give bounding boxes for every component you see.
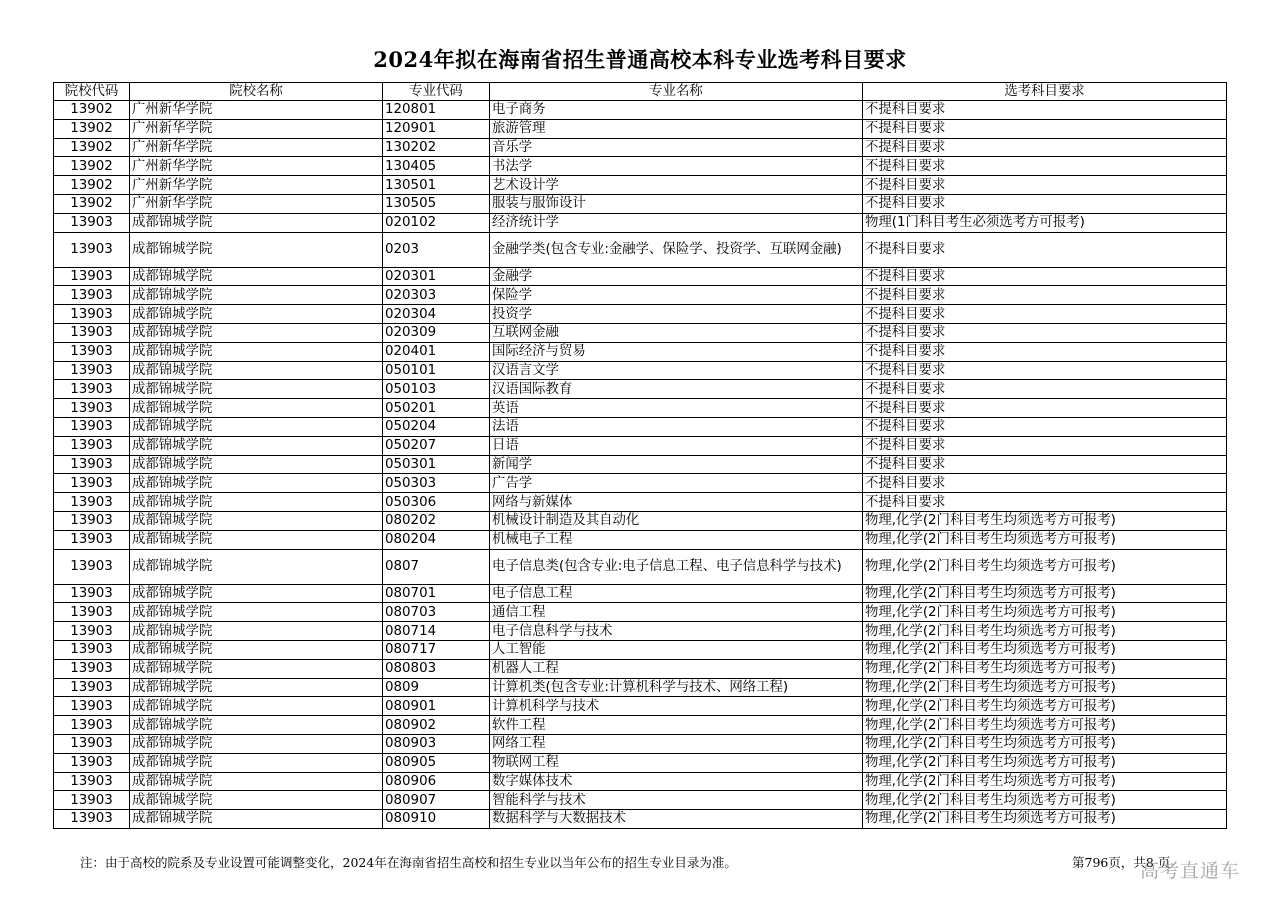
table-row — [54, 549, 1227, 584]
table-row — [54, 678, 1227, 697]
cell-school-name: 成都锦城学院 — [130, 584, 383, 603]
cell-subject-requirement: 物理,化学(2门科目考生均须选考方可报考) — [863, 622, 1227, 641]
table-row — [54, 305, 1227, 324]
cell-subject-requirement: 物理,化学(2门科目考生均须选考方可报考) — [863, 511, 1227, 530]
cell-major-code: 050103 — [383, 380, 490, 399]
cell-school-code: 13902 — [54, 194, 130, 213]
cell-major-code: 020309 — [383, 323, 490, 342]
table-row — [54, 176, 1227, 195]
cell-school-code: 13903 — [54, 267, 130, 286]
table-row — [54, 101, 1227, 120]
cell-school-name: 成都锦城学院 — [130, 213, 383, 232]
table-row — [54, 810, 1227, 829]
cell-school-code: 13903 — [54, 753, 130, 772]
cell-major-name: 电子信息工程 — [490, 584, 863, 603]
cell-major-code: 080905 — [383, 753, 490, 772]
table-row — [54, 530, 1227, 549]
cell-major-name: 广告学 — [490, 474, 863, 493]
table-row — [54, 455, 1227, 474]
cell-major-code: 120801 — [383, 101, 490, 120]
cell-major-name: 保险学 — [490, 286, 863, 305]
cell-major-name: 艺术设计学 — [490, 176, 863, 195]
cell-school-name: 成都锦城学院 — [130, 753, 383, 772]
table-row — [54, 267, 1227, 286]
cell-school-name: 广州新华学院 — [130, 119, 383, 138]
table-row — [54, 119, 1227, 138]
cell-school-code: 13903 — [54, 305, 130, 324]
table-row — [54, 603, 1227, 622]
cell-major-name: 金融学类(包含专业:金融学、保险学、投资学、互联网金融) — [490, 232, 863, 267]
cell-major-code: 020301 — [383, 267, 490, 286]
cell-major-name: 机械设计制造及其自动化 — [490, 511, 863, 530]
cell-school-name: 广州新华学院 — [130, 194, 383, 213]
cell-school-name: 成都锦城学院 — [130, 659, 383, 678]
cell-school-code: 13902 — [54, 157, 130, 176]
cell-major-name: 法语 — [490, 417, 863, 436]
cell-major-code: 080903 — [383, 734, 490, 753]
cell-school-name: 成都锦城学院 — [130, 697, 383, 716]
cell-major-name: 经济统计学 — [490, 213, 863, 232]
cell-subject-requirement: 不提科目要求 — [863, 361, 1227, 380]
cell-subject-requirement: 不提科目要求 — [863, 436, 1227, 455]
cell-school-name: 成都锦城学院 — [130, 399, 383, 418]
table-row — [54, 286, 1227, 305]
cell-school-name: 成都锦城学院 — [130, 603, 383, 622]
cell-major-code: 080703 — [383, 603, 490, 622]
table-row — [54, 194, 1227, 213]
cell-major-name: 投资学 — [490, 305, 863, 324]
cell-school-name: 成都锦城学院 — [130, 511, 383, 530]
cell-major-name: 音乐学 — [490, 138, 863, 157]
cell-major-name: 机器人工程 — [490, 659, 863, 678]
table-body — [54, 101, 1227, 829]
table-row — [54, 493, 1227, 512]
cell-subject-requirement: 物理,化学(2门科目考生均须选考方可报考) — [863, 791, 1227, 810]
cell-subject-requirement: 不提科目要求 — [863, 232, 1227, 267]
subject-requirements-table — [53, 82, 1227, 829]
table-header-row — [54, 83, 1227, 101]
cell-major-code: 080910 — [383, 810, 490, 829]
cell-major-name: 通信工程 — [490, 603, 863, 622]
cell-subject-requirement: 物理,化学(2门科目考生均须选考方可报考) — [863, 603, 1227, 622]
cell-major-code: 050201 — [383, 399, 490, 418]
header-school-code: 院校代码 — [54, 83, 130, 101]
cell-subject-requirement: 不提科目要求 — [863, 323, 1227, 342]
cell-major-code: 130501 — [383, 176, 490, 195]
table-row — [54, 474, 1227, 493]
cell-major-code: 050301 — [383, 455, 490, 474]
cell-school-code: 13903 — [54, 493, 130, 512]
cell-major-name: 计算机类(包含专业:计算机科学与技术、网络工程) — [490, 678, 863, 697]
cell-school-code: 13903 — [54, 716, 130, 735]
cell-subject-requirement: 不提科目要求 — [863, 194, 1227, 213]
cell-major-name: 汉语国际教育 — [490, 380, 863, 399]
cell-school-code: 13903 — [54, 417, 130, 436]
header-school-name: 院校名称 — [130, 83, 383, 101]
cell-major-name: 电子商务 — [490, 101, 863, 120]
table-row — [54, 734, 1227, 753]
cell-school-code: 13903 — [54, 659, 130, 678]
cell-school-code: 13903 — [54, 622, 130, 641]
table-row — [54, 138, 1227, 157]
cell-school-code: 13902 — [54, 138, 130, 157]
cell-school-name: 成都锦城学院 — [130, 716, 383, 735]
cell-major-code: 0809 — [383, 678, 490, 697]
watermark: 高考直通车 — [1140, 860, 1241, 882]
cell-major-name: 服装与服饰设计 — [490, 194, 863, 213]
cell-school-name: 广州新华学院 — [130, 176, 383, 195]
cell-school-code: 13902 — [54, 176, 130, 195]
cell-major-code: 080714 — [383, 622, 490, 641]
cell-school-code: 13903 — [54, 697, 130, 716]
cell-subject-requirement: 不提科目要求 — [863, 342, 1227, 361]
cell-subject-requirement: 不提科目要求 — [863, 399, 1227, 418]
cell-major-code: 0203 — [383, 232, 490, 267]
cell-school-code: 13903 — [54, 603, 130, 622]
table-row — [54, 361, 1227, 380]
cell-major-name: 国际经济与贸易 — [490, 342, 863, 361]
page-number: 第796页，共8 页 — [1072, 855, 1171, 870]
table-row — [54, 716, 1227, 735]
cell-major-name: 旅游管理 — [490, 119, 863, 138]
cell-school-code: 13903 — [54, 791, 130, 810]
table-row — [54, 772, 1227, 791]
cell-subject-requirement: 不提科目要求 — [863, 286, 1227, 305]
table-row — [54, 399, 1227, 418]
cell-major-name: 互联网金融 — [490, 323, 863, 342]
cell-school-name: 成都锦城学院 — [130, 286, 383, 305]
cell-school-code: 13903 — [54, 772, 130, 791]
cell-major-name: 英语 — [490, 399, 863, 418]
cell-school-name: 成都锦城学院 — [130, 361, 383, 380]
cell-major-code: 050306 — [383, 493, 490, 512]
cell-major-name: 新闻学 — [490, 455, 863, 474]
cell-school-code: 13903 — [54, 380, 130, 399]
cell-school-code: 13903 — [54, 399, 130, 418]
cell-subject-requirement: 物理,化学(2门科目考生均须选考方可报考) — [863, 584, 1227, 603]
cell-subject-requirement: 物理,化学(2门科目考生均须选考方可报考) — [863, 530, 1227, 549]
cell-school-code: 13902 — [54, 101, 130, 120]
cell-school-name: 成都锦城学院 — [130, 417, 383, 436]
cell-school-code: 13903 — [54, 584, 130, 603]
cell-major-code: 020303 — [383, 286, 490, 305]
cell-school-name: 广州新华学院 — [130, 138, 383, 157]
cell-school-code: 13902 — [54, 119, 130, 138]
table-row — [54, 659, 1227, 678]
cell-major-code: 020102 — [383, 213, 490, 232]
cell-school-code: 13903 — [54, 436, 130, 455]
cell-subject-requirement: 物理,化学(2门科目考生均须选考方可报考) — [863, 734, 1227, 753]
cell-school-name: 成都锦城学院 — [130, 622, 383, 641]
cell-major-name: 机械电子工程 — [490, 530, 863, 549]
cell-major-name: 计算机科学与技术 — [490, 697, 863, 716]
cell-subject-requirement: 物理,化学(2门科目考生均须选考方可报考) — [863, 753, 1227, 772]
cell-school-code: 13903 — [54, 455, 130, 474]
cell-subject-requirement: 不提科目要求 — [863, 119, 1227, 138]
page-title: 2024年拟在海南省招生普通高校本科专业选考科目要求 — [373, 47, 907, 72]
cell-major-code: 050303 — [383, 474, 490, 493]
table-row — [54, 697, 1227, 716]
cell-school-name: 成都锦城学院 — [130, 549, 383, 584]
header-major-code: 专业代码 — [383, 83, 490, 101]
cell-school-name: 成都锦城学院 — [130, 678, 383, 697]
cell-subject-requirement: 物理,化学(2门科目考生均须选考方可报考) — [863, 549, 1227, 584]
cell-subject-requirement: 物理,化学(2门科目考生均须选考方可报考) — [863, 640, 1227, 659]
cell-school-name: 广州新华学院 — [130, 101, 383, 120]
cell-major-code: 080202 — [383, 511, 490, 530]
cell-subject-requirement: 不提科目要求 — [863, 474, 1227, 493]
cell-major-name: 数字媒体技术 — [490, 772, 863, 791]
cell-subject-requirement: 物理,化学(2门科目考生均须选考方可报考) — [863, 810, 1227, 829]
cell-school-code: 13903 — [54, 213, 130, 232]
cell-major-code: 130202 — [383, 138, 490, 157]
cell-subject-requirement: 不提科目要求 — [863, 493, 1227, 512]
cell-school-name: 成都锦城学院 — [130, 305, 383, 324]
cell-major-code: 050101 — [383, 361, 490, 380]
cell-major-code: 050207 — [383, 436, 490, 455]
table-row — [54, 213, 1227, 232]
cell-school-name: 成都锦城学院 — [130, 436, 383, 455]
cell-major-code: 080204 — [383, 530, 490, 549]
cell-school-code: 13903 — [54, 734, 130, 753]
cell-major-name: 电子信息类(包含专业:电子信息工程、电子信息科学与技术) — [490, 549, 863, 584]
table-row — [54, 436, 1227, 455]
cell-major-code: 080906 — [383, 772, 490, 791]
cell-major-name: 书法学 — [490, 157, 863, 176]
cell-school-name: 成都锦城学院 — [130, 380, 383, 399]
cell-subject-requirement: 不提科目要求 — [863, 455, 1227, 474]
cell-school-name: 广州新华学院 — [130, 157, 383, 176]
cell-school-name: 成都锦城学院 — [130, 810, 383, 829]
cell-school-name: 成都锦城学院 — [130, 267, 383, 286]
table-row — [54, 511, 1227, 530]
header-major-name: 专业名称 — [490, 83, 863, 101]
cell-school-name: 成都锦城学院 — [130, 791, 383, 810]
cell-school-name: 成都锦城学院 — [130, 640, 383, 659]
cell-subject-requirement: 物理,化学(2门科目考生均须选考方可报考) — [863, 697, 1227, 716]
cell-subject-requirement: 不提科目要求 — [863, 380, 1227, 399]
cell-school-code: 13903 — [54, 511, 130, 530]
table-row — [54, 622, 1227, 641]
cell-major-name: 网络工程 — [490, 734, 863, 753]
table-row — [54, 791, 1227, 810]
cell-subject-requirement: 不提科目要求 — [863, 138, 1227, 157]
cell-school-code: 13903 — [54, 810, 130, 829]
cell-subject-requirement: 物理,化学(2门科目考生均须选考方可报考) — [863, 716, 1227, 735]
cell-school-name: 成都锦城学院 — [130, 455, 383, 474]
cell-major-name: 网络与新媒体 — [490, 493, 863, 512]
cell-major-name: 数据科学与大数据技术 — [490, 810, 863, 829]
cell-subject-requirement: 不提科目要求 — [863, 157, 1227, 176]
cell-major-name: 物联网工程 — [490, 753, 863, 772]
cell-major-name: 软件工程 — [490, 716, 863, 735]
cell-major-name: 智能科学与技术 — [490, 791, 863, 810]
table-row — [54, 342, 1227, 361]
cell-major-code: 050204 — [383, 417, 490, 436]
table-row — [54, 323, 1227, 342]
cell-school-code: 13903 — [54, 530, 130, 549]
cell-major-code: 080902 — [383, 716, 490, 735]
cell-major-code: 130405 — [383, 157, 490, 176]
cell-subject-requirement: 物理,化学(2门科目考生均须选考方可报考) — [863, 659, 1227, 678]
table-row — [54, 640, 1227, 659]
cell-school-code: 13903 — [54, 323, 130, 342]
cell-major-code: 020304 — [383, 305, 490, 324]
cell-major-name: 日语 — [490, 436, 863, 455]
cell-school-code: 13903 — [54, 640, 130, 659]
cell-school-name: 成都锦城学院 — [130, 772, 383, 791]
table-row — [54, 584, 1227, 603]
cell-major-code: 130505 — [383, 194, 490, 213]
table-row — [54, 380, 1227, 399]
cell-major-name: 金融学 — [490, 267, 863, 286]
cell-major-code: 080803 — [383, 659, 490, 678]
cell-school-code: 13903 — [54, 678, 130, 697]
cell-school-code: 13903 — [54, 474, 130, 493]
cell-school-name: 成都锦城学院 — [130, 493, 383, 512]
cell-school-name: 成都锦城学院 — [130, 342, 383, 361]
header-subject-requirement: 选考科目要求 — [863, 83, 1227, 101]
cell-major-code: 080907 — [383, 791, 490, 810]
table-row — [54, 157, 1227, 176]
cell-subject-requirement: 物理(1门科目考生必须选考方可报考) — [863, 213, 1227, 232]
cell-school-name: 成都锦城学院 — [130, 474, 383, 493]
cell-major-code: 120901 — [383, 119, 490, 138]
cell-subject-requirement: 不提科目要求 — [863, 176, 1227, 195]
cell-school-name: 成都锦城学院 — [130, 530, 383, 549]
table-row — [54, 753, 1227, 772]
cell-school-code: 13903 — [54, 232, 130, 267]
cell-school-name: 成都锦城学院 — [130, 323, 383, 342]
cell-school-code: 13903 — [54, 549, 130, 584]
cell-major-name: 电子信息科学与技术 — [490, 622, 863, 641]
cell-school-name: 成都锦城学院 — [130, 232, 383, 267]
table-row — [54, 417, 1227, 436]
cell-school-code: 13903 — [54, 286, 130, 305]
cell-major-code: 020401 — [383, 342, 490, 361]
cell-subject-requirement: 不提科目要求 — [863, 101, 1227, 120]
cell-major-code: 0807 — [383, 549, 490, 584]
cell-major-code: 080701 — [383, 584, 490, 603]
table-row — [54, 232, 1227, 267]
cell-subject-requirement: 不提科目要求 — [863, 417, 1227, 436]
cell-major-name: 汉语言文学 — [490, 361, 863, 380]
cell-subject-requirement: 物理,化学(2门科目考生均须选考方可报考) — [863, 772, 1227, 791]
cell-school-name: 成都锦城学院 — [130, 734, 383, 753]
cell-subject-requirement: 物理,化学(2门科目考生均须选考方可报考) — [863, 678, 1227, 697]
cell-subject-requirement: 不提科目要求 — [863, 305, 1227, 324]
cell-subject-requirement: 不提科目要求 — [863, 267, 1227, 286]
cell-major-code: 080717 — [383, 640, 490, 659]
cell-school-code: 13903 — [54, 342, 130, 361]
cell-school-code: 13903 — [54, 361, 130, 380]
cell-major-name: 人工智能 — [490, 640, 863, 659]
cell-major-code: 080901 — [383, 697, 490, 716]
footer-note: 注：由于高校的院系及专业设置可能调整变化，2024年在海南省招生高校和招生专业以当年公布的招生专业目录为准。 — [80, 855, 737, 870]
